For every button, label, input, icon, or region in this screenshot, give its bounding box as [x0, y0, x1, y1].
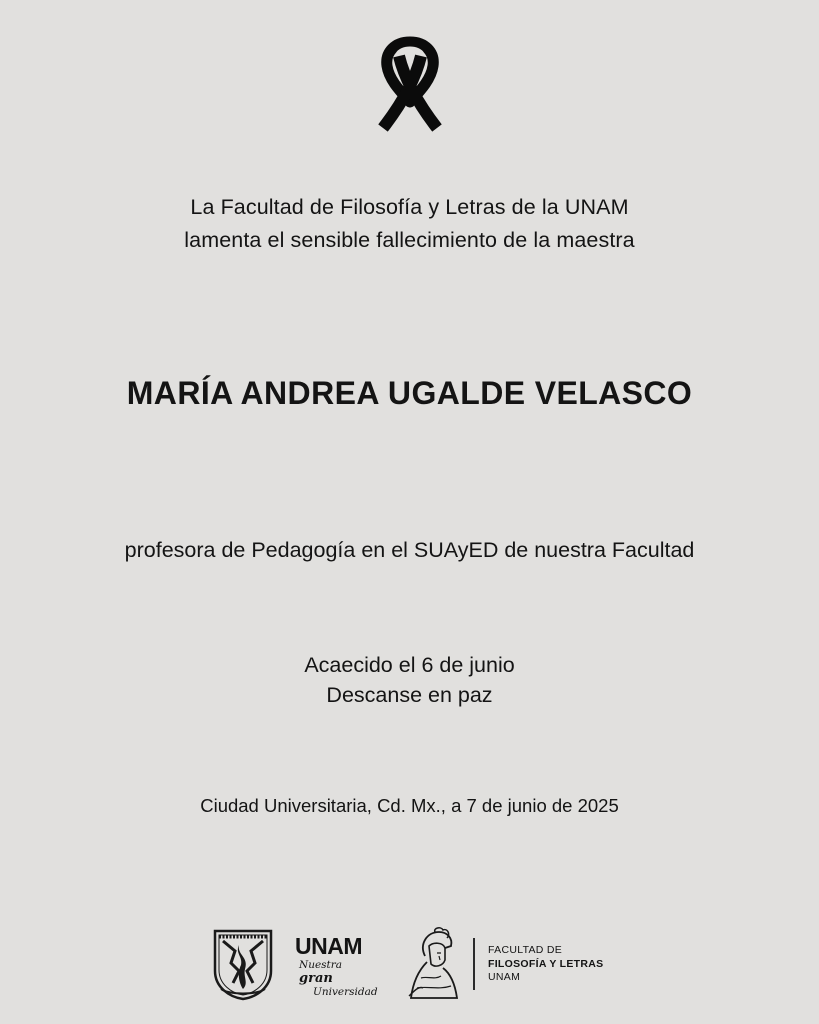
tagline-nuestra: Nuestra	[299, 959, 343, 971]
tagline-gran: gran	[299, 971, 333, 986]
ffyl-logo-text	[488, 944, 628, 985]
intro-line-1: La Facultad de Filosofía y Letras de la UNAM	[190, 195, 629, 219]
unam-wordmark: UNAM	[295, 933, 362, 959]
notice-intro	[0, 191, 819, 257]
unam-logo	[295, 934, 377, 996]
logo-footer	[0, 922, 819, 1004]
rest-in-peace: Descanse en paz	[326, 683, 493, 707]
deceased-role: profesora de Pedagogía en el SUAyED de nuestra Facultad	[124, 538, 695, 562]
athena-bust-icon	[405, 926, 463, 1002]
death-notice	[0, 650, 819, 710]
place-and-date: Ciudad Universitaria, Cd. Mx., a 7 de junio de 2025	[200, 795, 619, 816]
tagline-universidad: Universidad	[313, 986, 378, 998]
deceased-name: MARÍA ANDREA UGALDE VELASCO	[126, 375, 693, 411]
unam-tagline	[299, 959, 379, 999]
intro-line-2: lamenta el sensible fallecimiento de la maestra	[184, 228, 635, 252]
mourning-ribbon-icon	[375, 36, 445, 136]
ffyl-line-3: UNAM	[488, 971, 521, 983]
death-date: Acaecido el 6 de junio	[304, 653, 515, 677]
logo-divider	[473, 938, 475, 990]
ffyl-line-1: FACULTAD DE	[488, 944, 563, 956]
unam-seal-icon	[209, 927, 277, 1001]
ffyl-line-2: FILOSOFÍA Y LETRAS	[488, 957, 604, 970]
